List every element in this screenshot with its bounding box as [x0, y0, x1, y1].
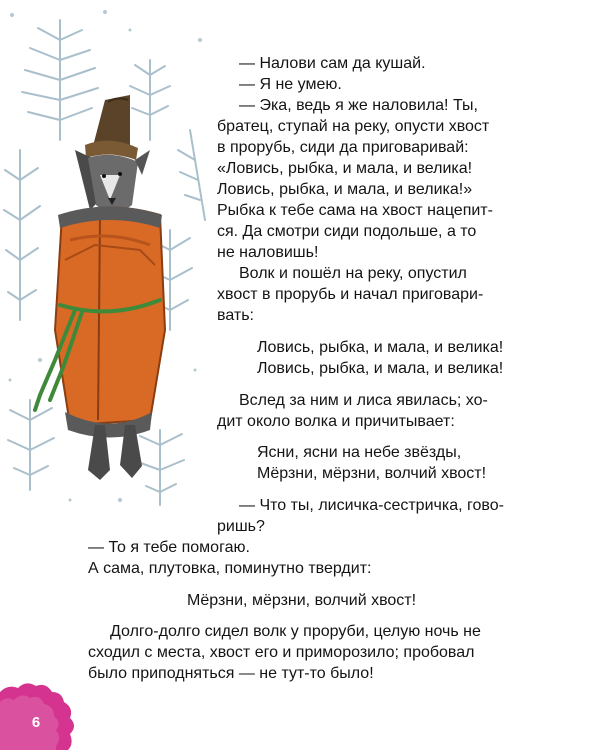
text-line: Ловись, рыбка, и мала, и велика!»: [217, 181, 473, 198]
verse-2: [257, 442, 486, 484]
verse-1: [257, 337, 503, 379]
verse-3: [187, 590, 416, 611]
wolf-in-coat-illustration: [0, 0, 215, 515]
text-line: — Что ты, лисичка-сестричка, гово-: [239, 497, 504, 514]
text-line: Долго-долго сидел волк у проруби, целую ночь не: [110, 623, 481, 640]
text-line: вать:: [217, 307, 254, 324]
text-line: не наловишь!: [217, 244, 319, 261]
paragraph-dialogue-1: [217, 53, 537, 263]
text-line: — Эка, ведь я же наловила! Ты,: [239, 97, 478, 114]
text-line: братец, ступай на реку, опусти хвост: [217, 118, 490, 135]
text-line: было приподняться — не тут-то было!: [88, 665, 374, 682]
text-line: ся. Да смотри сиди подольше, а то: [217, 223, 477, 240]
verse-line: Мёрзни, мёрзни, волчий хвост!: [187, 592, 417, 609]
verse-line: Ловись, рыбка, и мала, и велика!: [257, 339, 504, 356]
text-line: Волк и пошёл на реку, опустил: [239, 265, 467, 282]
text-line: «Ловись, рыбка, и мала, и велика!: [217, 160, 473, 177]
wolf-head: [75, 150, 150, 213]
paragraph-narration-2: [217, 390, 537, 432]
text-line: хвост в прорубь и начал приговари-: [217, 286, 484, 303]
paragraph-narration-3: [88, 621, 536, 684]
text-line: — Я не умею.: [239, 76, 342, 93]
text-line: Вслед за ним и лиса явилась; хо-: [239, 392, 488, 409]
text-line: А сама, плутовка, поминутно твердит:: [88, 560, 372, 577]
verse-line: Ловись, рыбка, и мала, и велика!: [257, 360, 504, 377]
paragraph-narration-1: [217, 263, 537, 326]
paragraph-dialogue-2: [217, 495, 537, 537]
page-number: 6: [31, 714, 41, 731]
text-line: ришь?: [217, 518, 265, 535]
verse-line: Ясни, ясни на небе звёзды,: [257, 444, 462, 461]
text-line: Рыбка к тебе сама на хвост нацепит-: [217, 202, 493, 219]
text-line: — Налови сам да кушай.: [239, 55, 426, 72]
text-line: дит около волка и причитывает:: [217, 413, 455, 430]
text-line: в прорубь, сиди да приговаривай:: [217, 139, 469, 156]
text-line: сходил с места, хвост его и приморозило; пробовал: [88, 644, 475, 661]
text-line: — То я тебе помогаю.: [88, 539, 250, 556]
paragraph-dialogue-3: [88, 537, 528, 579]
hat: [85, 95, 138, 160]
verse-line: Мёрзни, мёрзни, волчий хвост!: [257, 465, 487, 482]
